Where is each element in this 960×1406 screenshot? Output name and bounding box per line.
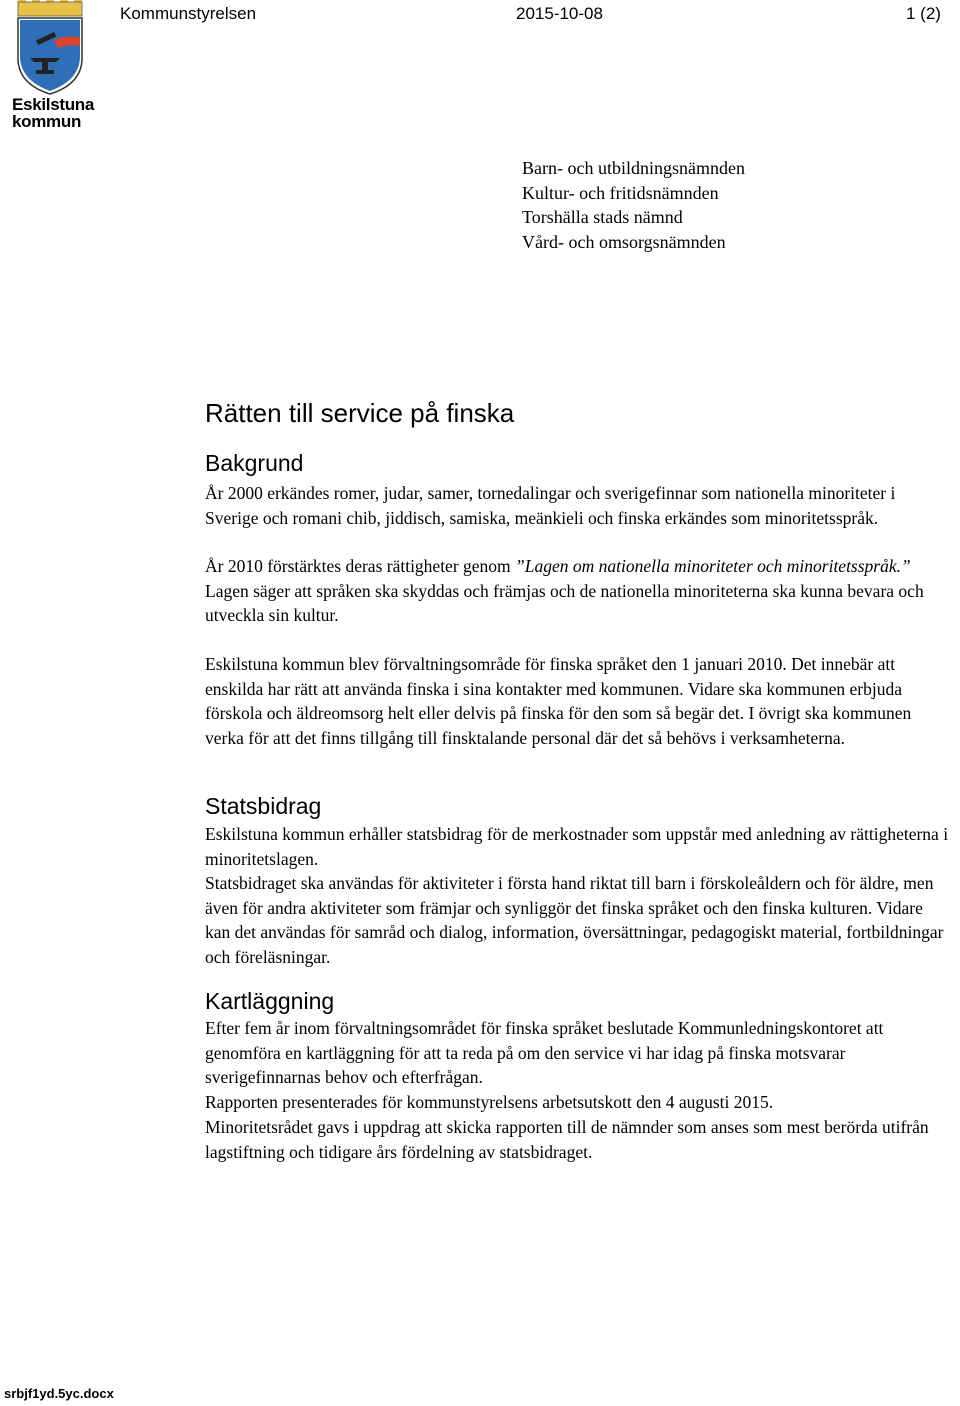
- header-organ: Kommunstyrelsen: [120, 4, 257, 23]
- recipient-item: Kultur- och fritidsnämnden: [522, 182, 719, 203]
- bakgrund-paragraph-1: År 2000 erkändes romer, judar, samer, tornedalingar och sverigefinnar som nationella minoriteter i Sverige och romani chib, jiddisch, samiska, meänkieli och finska erkändes som minoritetsspråk.: [205, 483, 896, 528]
- section-heading-kartlaggning: Kartläggning: [205, 988, 335, 1014]
- bakgrund-paragraph-2: [205, 554, 950, 628]
- bakgrund-paragraph-3: Eskilstuna kommun blev förvaltningsområde för finska språket den 1 januari 2010. Det innebär att enskilda har rätt att använda finska i sina kontakter med kommunen. Vidare ska kommunen erbjuda förskola och äldreomsorg helt eller delvis på finska för den som så begär det. I övrigt ska kommunen verka för att det finns tillgång till finsktalande personal där det så behövs i verksamheterna.: [205, 654, 912, 748]
- coat-of-arms-icon: [10, 0, 90, 96]
- statsbidrag-paragraph-1: Eskilstuna kommun erhåller statsbidrag för de merkostnader som uppstår med anledning av rättigheterna i minoritetslagen.: [205, 824, 949, 869]
- recipient-item: Vård- och omsorgsnämnden: [522, 231, 726, 252]
- coat-of-arms-logo: [10, 0, 95, 131]
- bakgrund-p2-text-start: År 2010 förstärktes deras rättigheter genom: [205, 556, 516, 576]
- section-heading-statsbidrag: Statsbidrag: [205, 793, 322, 819]
- document-title: Rätten till service på finska: [205, 398, 515, 428]
- logo-wordmark: [12, 96, 94, 130]
- logo-line-1: Eskilstuna: [12, 95, 95, 114]
- recipient-list: [522, 156, 745, 254]
- law-name-italic: ”Lagen om nationella minoriteter och minoritetsspråk.”: [515, 556, 911, 576]
- recipient-item: Torshälla stads nämnd: [522, 207, 683, 227]
- recipient-item: Barn- och utbildningsnämnden: [522, 158, 745, 178]
- kartlaggning-paragraph-2: Rapporten presenterades för kommunstyrelsens arbetsutskott den 4 augusti 2015.: [205, 1092, 774, 1112]
- header-page-number: 1 (2): [906, 4, 941, 23]
- kartlaggning-paragraph-3: Minoritetsrådet gavs i uppdrag att skicka rapporten till de nämnder som anses som mest berörda utifrån lagstiftning och tidigare års fördelning av statsbidraget.: [205, 1117, 929, 1162]
- logo-line-2: kommun: [12, 112, 82, 131]
- bakgrund-p2-text-end: Lagen säger att språken ska skyddas och främjas och de nationella minoriteterna ska kunna bevara och utveckla sin kultur.: [205, 580, 924, 625]
- kartlaggning-paragraph-1: Efter fem år inom förvaltningsområdet för finska språket beslutade Kommunledningskontoret att genomföra en kartläggning för att ta reda på om den service vi har idag på finska motsvarar sverigefinnarnas behov och efterfrågan.: [205, 1018, 884, 1087]
- section-heading-bakgrund: Bakgrund: [205, 450, 304, 476]
- header-date: 2015-10-08: [516, 4, 603, 23]
- statsbidrag-paragraph-2: Statsbidraget ska användas för aktiviteter i första hand riktat till barn i förskoleåldern och för äldre, men även för andra aktiviteter som främjar och synliggör det finska språket och den finska kulturen. Vidare kan det användas för samråd och dialog, information, översättningar, pedagogiskt material, fortbildningar och föreläsningar.: [205, 873, 944, 967]
- footer-filename: srbjf1yd.5yc.docx: [4, 1386, 114, 1401]
